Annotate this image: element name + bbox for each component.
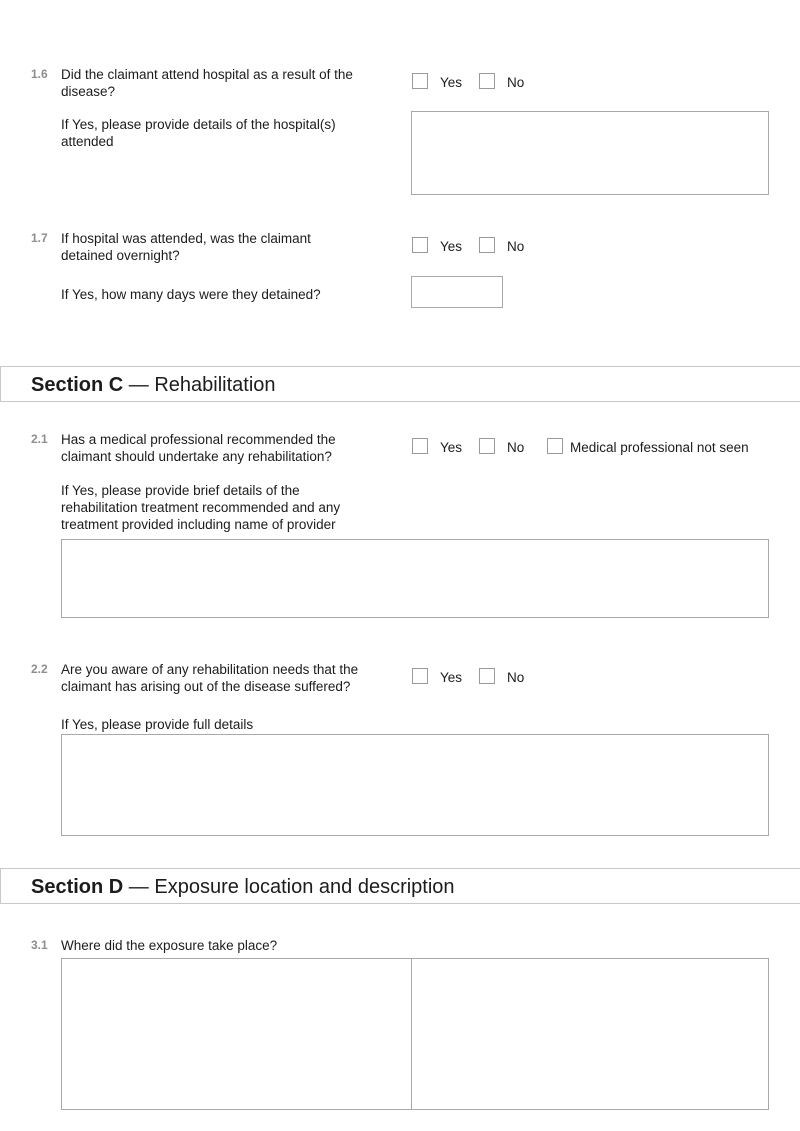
q2-1-not-seen-checkbox[interactable] [547, 438, 563, 454]
q2-2-yes-label: Yes [440, 670, 463, 685]
q2-2-no-label: No [507, 670, 525, 685]
question-1-7-followup: If Yes, how many days were they detained? [61, 287, 321, 302]
exposure-location-field-right[interactable] [411, 958, 769, 1110]
q2-1-no-checkbox[interactable] [479, 438, 495, 454]
rehabilitation-details-field[interactable] [61, 539, 769, 618]
q1-7-yes-checkbox[interactable] [412, 237, 428, 253]
q1-7-yes-label: Yes [440, 239, 463, 254]
section-d-header [0, 868, 800, 904]
question-number-2-1: 2.1 [31, 432, 48, 446]
q2-1-yes-checkbox[interactable] [412, 438, 428, 454]
question-number-1-6: 1.6 [31, 67, 48, 81]
question-number-2-2: 2.2 [31, 662, 48, 676]
question-1-7-text: If hospital was attended, was the claimant detained overnight? [61, 231, 311, 263]
q1-6-yes-checkbox[interactable] [412, 73, 428, 89]
q2-1-yes-label: Yes [440, 440, 463, 455]
question-1-6-followup: If Yes, please provide details of the hospital(s) attended [61, 117, 336, 149]
q2-1-not-seen-label: Medical professional not seen [570, 440, 749, 455]
question-3-1-text: Where did the exposure take place? [61, 938, 278, 953]
section-c-subtitle: — Rehabilitation [123, 374, 276, 396]
section-d-subtitle: — Exposure location and description [123, 876, 455, 898]
rehabilitation-needs-field[interactable] [61, 734, 769, 836]
question-2-1-followup: If Yes, please provide brief details of the rehabilitation treatment recommended and any treatment provided including name of provider [61, 483, 341, 532]
q1-7-no-checkbox[interactable] [479, 237, 495, 253]
question-2-2-followup: If Yes, please provide full details [61, 717, 254, 732]
hospital-details-field[interactable] [411, 111, 769, 195]
days-detained-field[interactable] [411, 276, 503, 308]
question-number-3-1: 3.1 [31, 938, 48, 952]
question-1-6-text: Did the claimant attend hospital as a result of the disease? [61, 67, 353, 99]
q2-2-yes-checkbox[interactable] [412, 668, 428, 684]
section-c-title [31, 373, 276, 397]
q1-6-no-checkbox[interactable] [479, 73, 495, 89]
q1-7-no-label: No [507, 239, 525, 254]
question-number-1-7: 1.7 [31, 231, 48, 245]
q1-6-no-label: No [507, 75, 525, 90]
question-2-1-text: Has a medical professional recommended the claimant should undertake any rehabilitation? [61, 432, 336, 464]
section-c-header [0, 366, 800, 402]
section-d-title [31, 875, 455, 899]
q2-1-no-label: No [507, 440, 525, 455]
q1-6-yes-label: Yes [440, 75, 463, 90]
q2-2-no-checkbox[interactable] [479, 668, 495, 684]
exposure-location-field-left[interactable] [61, 958, 412, 1110]
section-d-label: Section D [31, 876, 124, 898]
section-c-label: Section C [31, 374, 124, 396]
question-2-2-text: Are you aware of any rehabilitation needs that the claimant has arising out of the disease suffered? [61, 662, 359, 694]
